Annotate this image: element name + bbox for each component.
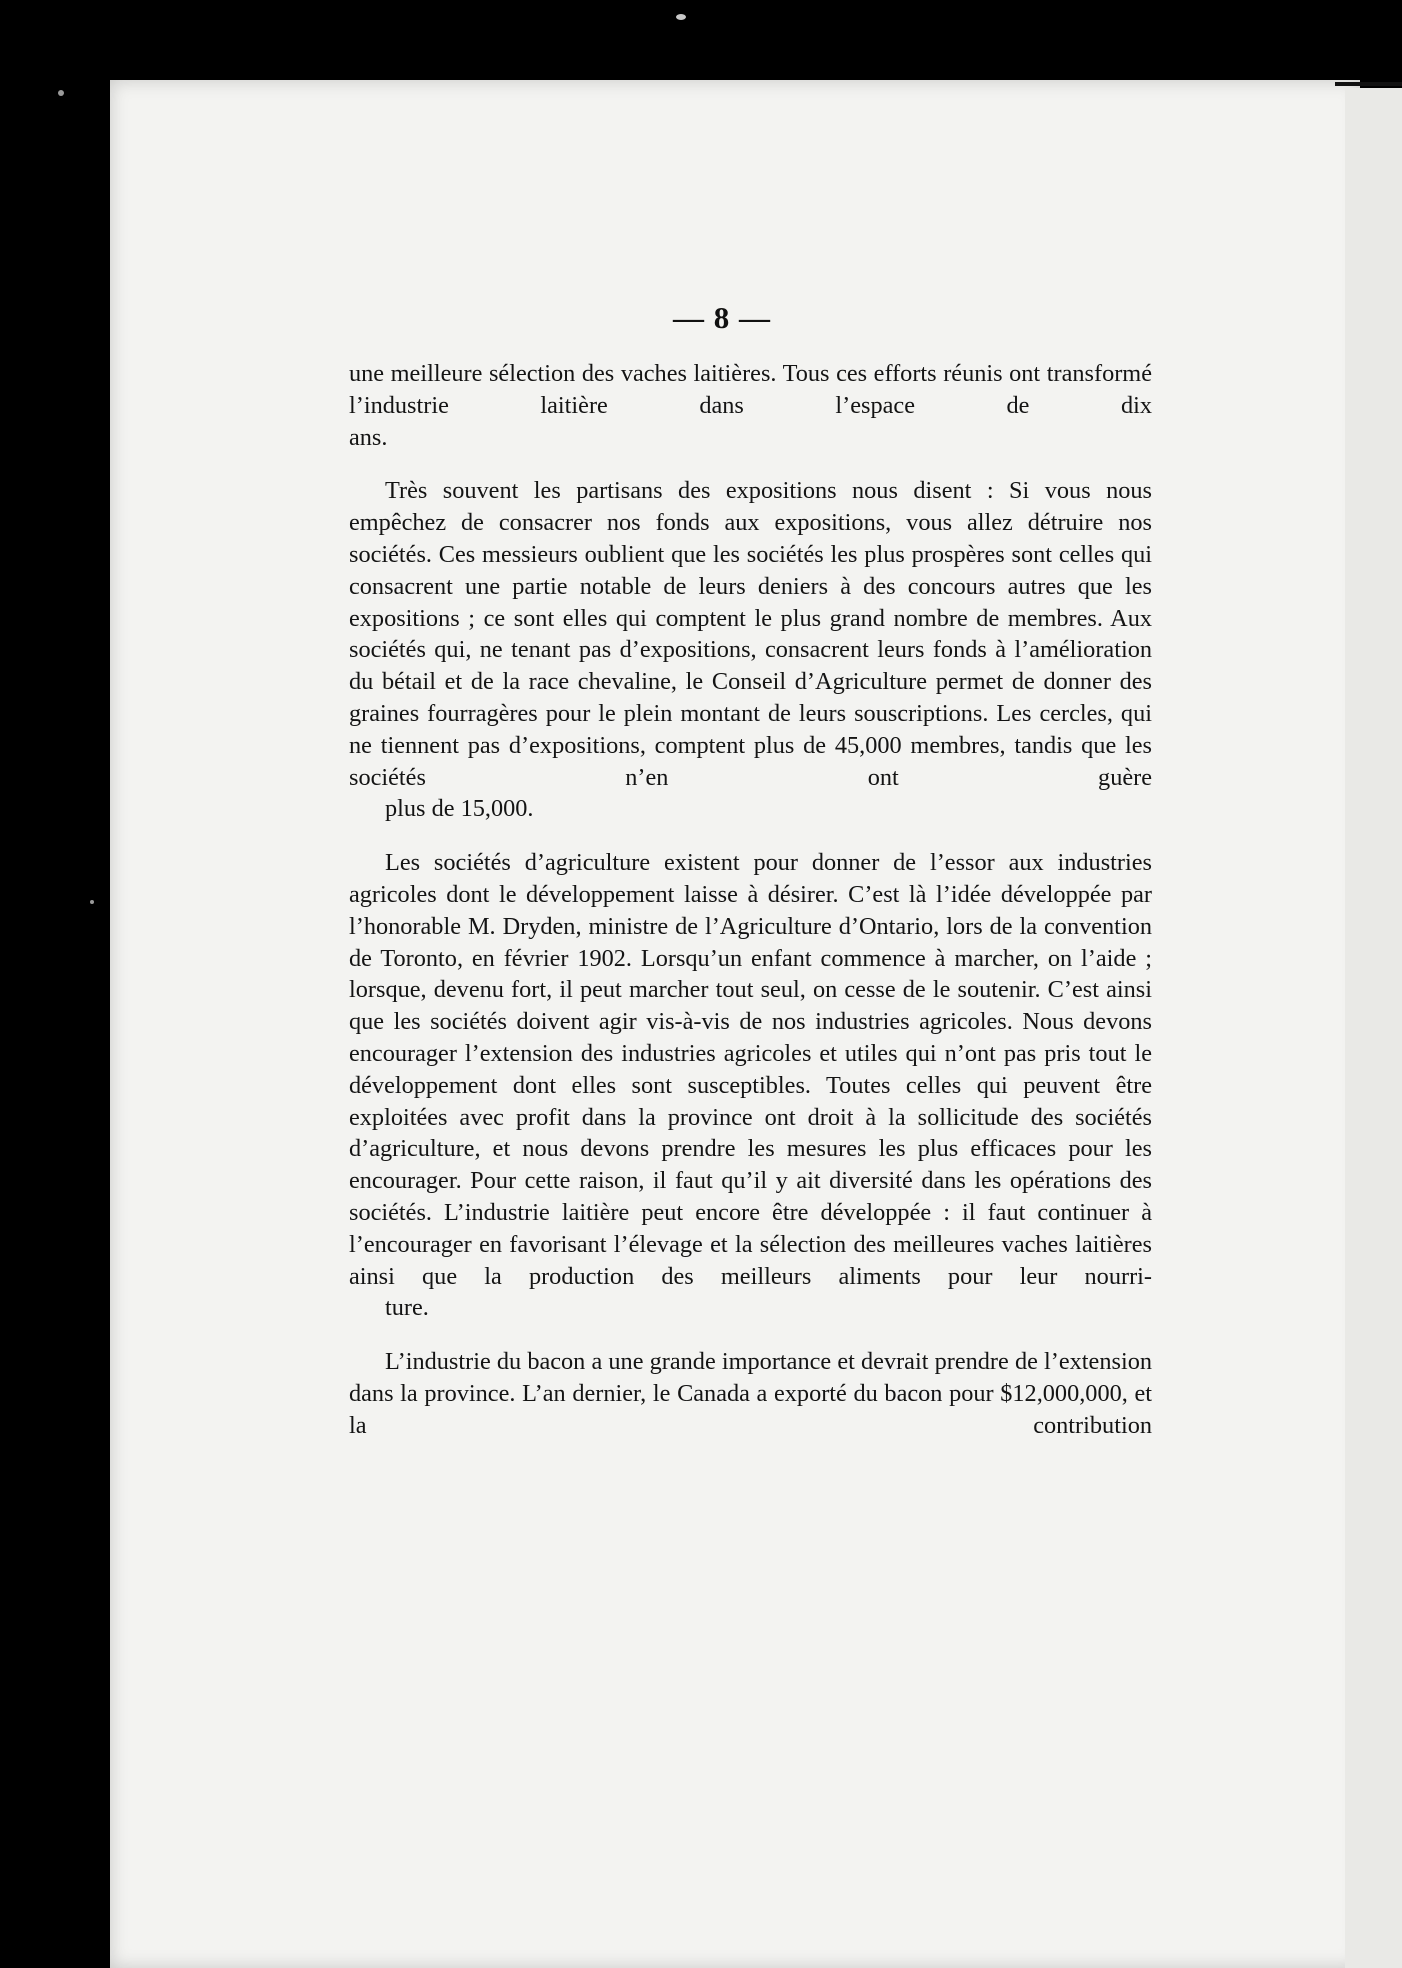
scan-speck [90,900,94,904]
page-number: — 8 — [673,300,771,335]
paragraph-last-line: ture. [385,1294,429,1322]
adjacent-page-rule [1335,82,1402,86]
adjacent-page-edge [1345,88,1402,1968]
body-text [349,358,1152,1464]
paragraph [349,1346,1152,1441]
scan-speck [676,14,686,20]
paragraph-text: L’industrie du bacon a une grande importance et devrait prendre de l’extension dans la province. L’an dernier, le Canada a exporté du bacon pour $12,000,000, et la contribution [349,1348,1152,1439]
scan-speck [58,90,64,96]
paragraph-text: une meilleure sélection des vaches laitières. Tous ces efforts réunis ont transformé l’industrie laitière dans l’espace de dix [349,360,1152,419]
paragraph [349,847,1152,1324]
paragraph-last-line: plus de 15,000. [385,795,534,823]
paragraph [349,358,1152,453]
paragraph-last-line: ans. [349,423,388,451]
paragraph-text: Les sociétés d’agriculture existent pour donner de l’essor aux industries agricoles dont le développement laisse à désirer. C’est là l’idée développée par l’honorable M. Dryden, ministre de l’Agriculture d’Ontario, lors de la convention de Toronto, en février 1902. Lorsqu’un enfant commence à marcher, on l’aide ; lorsque, devenu fort, il peut marcher tout seul, on cesse de le soutenir. C’est ainsi que les sociétés doivent agir vis-à-vis de nos industries agricoles. Nous devons encourager l’extension des industries agricoles et utiles qui n’ont pas pris tout le développement dont elles sont susceptibles. Toutes celles qui peuvent être exploitées avec profit dans la province ont droit à la sollicitude des sociétés d’agriculture, et nous devons prendre les mesures les plus efficaces pour les encourager. Pour cette raison, il faut qu’il y ait diversité dans les opérations des sociétés. L’industrie laitière peut encore être développée : il faut continuer à l’encourager en favorisant l’élevage et la sélection des meilleures vaches laitières ainsi que la production des meilleurs aliments pour leur nourri- [349,849,1152,1290]
paragraph-text: Très souvent les partisans des expositions nous disent : Si vous nous empêchez de consacrer nos fonds aux expositions, vous allez détruire nos sociétés. Ces messieurs oublient que les sociétés les plus prospères sont celles qui consacrent une partie notable de leurs deniers à des concours autres que les expositions ; ce sont elles qui comptent le plus grand nombre de membres. Aux sociétés qui, ne tenant pas d’expositions, consacrent leurs fonds à l’amélioration du bétail et de la race chevaline, le Conseil d’Agriculture permet de donner des graines fourragères pour le plein montant de leurs souscriptions. Les cercles, qui ne tiennent pas d’expositions, comptent plus de 45,000 membres, tandis que les sociétés n’en ont guère [349,477,1152,791]
paragraph [349,475,1152,825]
